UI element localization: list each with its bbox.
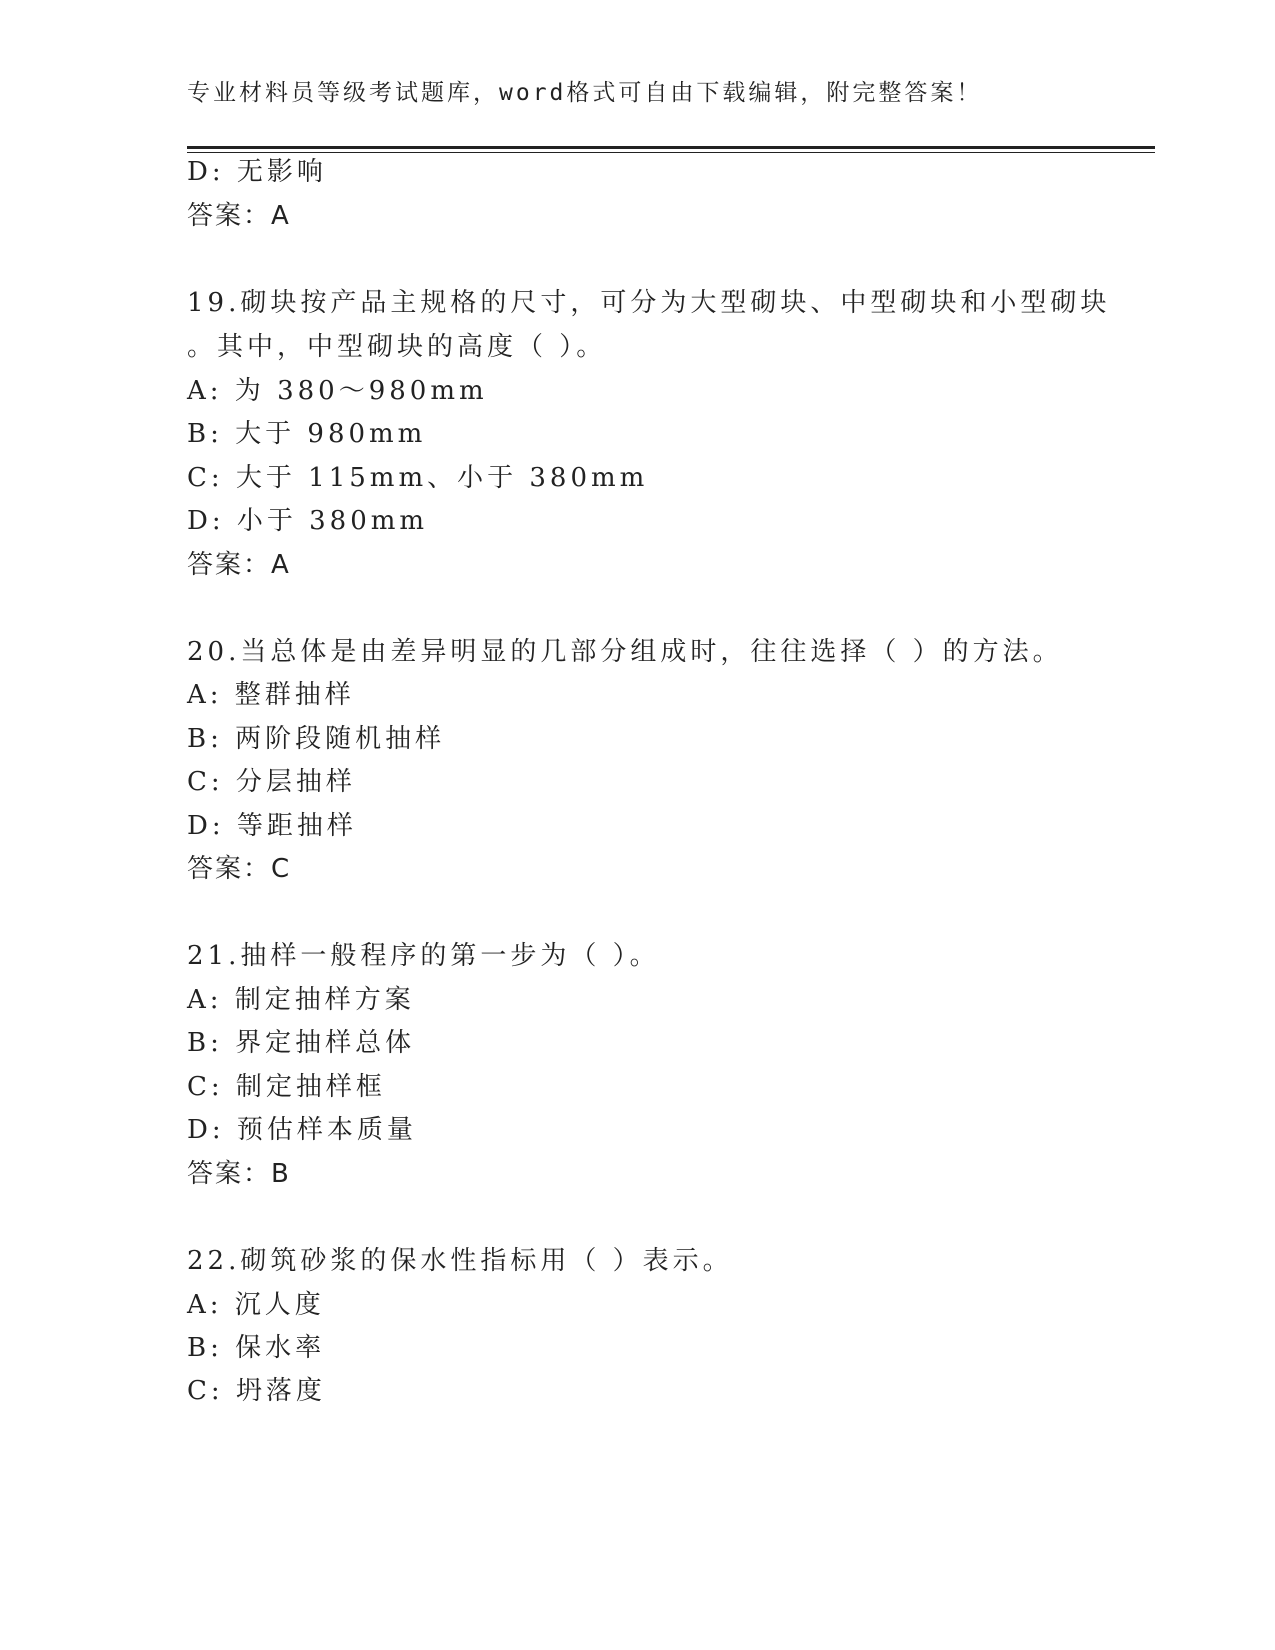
q20-stem-line1: 20.当总体是由差异明显的几部分组成时，往往选择（ ）的方法。: [187, 637, 1063, 667]
q19-answer: 答案：A: [187, 550, 291, 580]
q20-option-d: D: 等距抽样: [187, 811, 357, 841]
q20-answer: 答案：C: [187, 854, 292, 884]
q21-stem-line1: 21.抽样一般程序的第一步为（ ）。: [187, 941, 660, 971]
q19-option-b: B: 大于 980mm: [187, 419, 427, 449]
q18-option-d: D: 无影响: [187, 157, 327, 187]
q20-option-b: B: 两阶段随机抽样: [187, 724, 446, 754]
q20-option-a: A: 整群抽样: [187, 680, 355, 710]
header-rule-thick: [187, 146, 1155, 149]
header-rule-thin: [187, 152, 1155, 153]
q22-option-c: C: 坍落度: [187, 1376, 326, 1406]
q21-answer: 答案：B: [187, 1159, 291, 1189]
q19-stem-line2: 。其中，中型砌块的高度（ ）。: [187, 332, 607, 362]
q22-option-a: A: 沉人度: [187, 1290, 325, 1320]
q21-option-a: A: 制定抽样方案: [187, 985, 415, 1015]
q21-option-b: B: 界定抽样总体: [187, 1028, 416, 1058]
q18-answer: 答案：A: [187, 201, 291, 231]
q19-stem-line1: 19.砌块按产品主规格的尺寸，可分为大型砌块、中型砌块和小型砌块: [187, 288, 1111, 318]
page-header: 专业材料员等级考试题库，word格式可自由下载编辑，附完整答案！: [187, 80, 983, 106]
q21-option-c: C: 制定抽样框: [187, 1072, 386, 1102]
q21-option-d: D: 预估样本质量: [187, 1115, 417, 1145]
q22-option-b: B: 保水率: [187, 1333, 326, 1363]
q19-option-a: A: 为 380～980mm: [187, 376, 488, 406]
q22-stem-line1: 22.砌筑砂浆的保水性指标用（ ）表示。: [187, 1246, 733, 1276]
q19-option-d: D: 小于 380mm: [187, 506, 429, 536]
q19-option-c: C: 大于 115mm、小于 380mm: [187, 463, 649, 493]
q20-option-c: C: 分层抽样: [187, 767, 356, 797]
